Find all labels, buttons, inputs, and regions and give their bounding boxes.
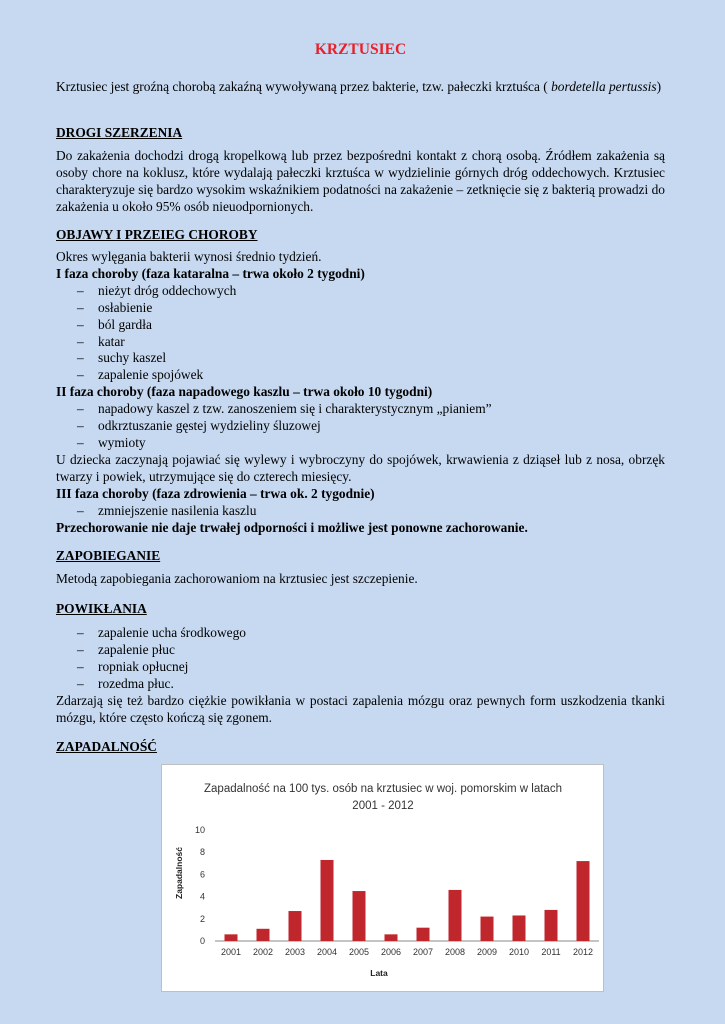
chart-title-line1: Zapadalność na 100 tys. osób na krztusiec w woj. pomorskim w latach	[204, 783, 562, 795]
bar-2001	[225, 934, 238, 941]
list-item: – ból gardła	[56, 317, 665, 334]
bar-2012	[577, 861, 590, 941]
x-tick-label: 2001	[220, 947, 242, 957]
phase2-list	[56, 401, 665, 452]
intro-close: )	[656, 79, 662, 94]
x-tick-label: 2004	[316, 947, 338, 957]
drogi-text: Do zakażenia dochodzi drogą kropelkową lub przez bezpośredni kontakt z chorą osobą. Źródłem zakażenia są osoby chore na koklusz, które wydalają pałeczki krztuśca w wydzielinie górnych dróg oddechowych. Krztusiec charakteryzuje się bardzo wysokim wskaźnikiem podatności na zakażenie – zetknięcie się z bakterią prowadzi do zakażenia u około 95% osób nieuodpornionych.	[56, 148, 665, 214]
x-tick-label: 2002	[252, 947, 274, 957]
list-item: – zmniejszenie nasilenia kaszlu	[56, 503, 665, 520]
child-symptoms-text: U dziecka zaczynają pojawiać się wylewy i wybroczyny do spojówek, krwawienia z dziąseł lub z nosa, obrzęk twarzy i powiek, utrzymujące się do czterech miesięcy.	[56, 451, 665, 484]
phase1-list	[56, 283, 665, 384]
y-tick-label: 2	[199, 913, 205, 924]
bar-2009	[481, 917, 494, 941]
y-tick-label: 8	[199, 847, 205, 858]
chart-svg	[162, 765, 603, 991]
intro-text: Krztusiec jest groźną chorobą zakaźną wywoływaną przez bakterie, tzw. pałeczki krztuśca (	[56, 79, 552, 94]
incidence-chart	[161, 764, 604, 992]
page-title: KRZTUSIEC	[314, 41, 407, 58]
bar-2002	[257, 929, 270, 941]
x-tick-label: 2010	[508, 947, 530, 957]
list-item: – ropniak opłucnej	[56, 659, 665, 676]
x-tick-label: 2005	[348, 947, 370, 957]
powiklania-list	[56, 625, 665, 693]
y-tick-label: 10	[194, 825, 205, 835]
list-item: – wymioty	[56, 435, 665, 452]
intro-latin-name: bordetella pertussis	[551, 79, 657, 94]
y-axis-label: Zapadalność	[174, 847, 184, 899]
x-axis-label: Lata	[370, 968, 388, 978]
zapadalnosc-heading: ZAPADALNOŚĆ	[56, 739, 157, 754]
list-item: – odkrztuszanie gęstej wydzieliny śluzowej	[56, 418, 665, 435]
intro-paragraph	[56, 79, 665, 96]
x-tick-label: 2012	[572, 947, 594, 957]
list-item: – zapalenie spojówek	[56, 367, 665, 384]
x-tick-label: 2006	[380, 947, 402, 957]
powiklania-heading: POWIKŁANIA	[56, 601, 147, 616]
list-item: – katar	[56, 334, 665, 351]
phase2-heading: II faza choroby (faza napadowego kaszlu – trwa około 10 tygodni)	[56, 384, 433, 400]
bar-2008	[449, 890, 462, 941]
phase1-heading: I faza choroby (faza kataralna – trwa około 2 tygodni)	[56, 265, 365, 281]
phase3-list	[56, 503, 665, 520]
x-tick-label: 2003	[284, 947, 306, 957]
y-tick-label: 6	[199, 869, 205, 880]
y-tick-label: 4	[199, 891, 205, 902]
objawy-heading: OBJAWY I PRZEIEG CHOROBY	[56, 227, 258, 242]
bar-2006	[385, 934, 398, 941]
zapobieganie-heading: ZAPOBIEGANIE	[56, 548, 161, 563]
list-item: – osłabienie	[56, 300, 665, 317]
chart-title-line2: 2001 - 2012	[352, 800, 414, 812]
chart-bars	[225, 860, 590, 941]
x-tick-labels	[221, 947, 593, 957]
bar-2004	[321, 860, 334, 941]
x-tick-label: 2008	[444, 947, 466, 957]
y-tick-label: 0	[199, 936, 205, 946]
bar-2011	[545, 910, 558, 941]
powiklania-text: Zdarzają się też bardzo ciężkie powikłania w postaci zapalenia mózgu oraz pewnych form uszkodzenia tkanki mózgu, które często kończą się zgonem.	[56, 692, 665, 725]
powiklania-section	[56, 625, 665, 726]
list-item: – suchy kaszel	[56, 350, 665, 367]
list-item: – zapalenie ucha środkowego	[56, 625, 665, 642]
phase3-heading: III faza choroby (faza zdrowienia – trwa ok. 2 tygodnie)	[56, 485, 375, 501]
bar-2005	[353, 891, 366, 941]
x-tick-label: 2011	[541, 947, 561, 957]
drogi-heading: DROGI SZERZENIA	[56, 125, 183, 140]
immunity-note: Przechorowanie nie daje trwałej odporności i możliwe jest ponowne zachorowanie.	[56, 519, 528, 535]
list-item: – zapalenie płuc	[56, 642, 665, 659]
objawy-section	[56, 249, 665, 536]
bar-2003	[289, 911, 302, 941]
x-tick-label: 2009	[476, 947, 498, 957]
list-item: – rozedma płuc.	[56, 676, 665, 693]
y-tick-labels	[195, 825, 205, 946]
x-tick-label: 2007	[412, 947, 434, 957]
incubation-text: Okres wylęgania bakterii wynosi średnio tydzień.	[56, 249, 322, 264]
list-item: – napadowy kaszel z tzw. zanoszeniem się i charakterystycznym „pianiem”	[56, 401, 665, 418]
bar-2007	[417, 928, 430, 941]
zapobieganie-text: Metodą zapobiegania zachorowaniom na krztusiec jest szczepienie.	[56, 571, 418, 586]
list-item: – nieżyt dróg oddechowych	[56, 283, 665, 300]
bar-2010	[513, 915, 526, 941]
